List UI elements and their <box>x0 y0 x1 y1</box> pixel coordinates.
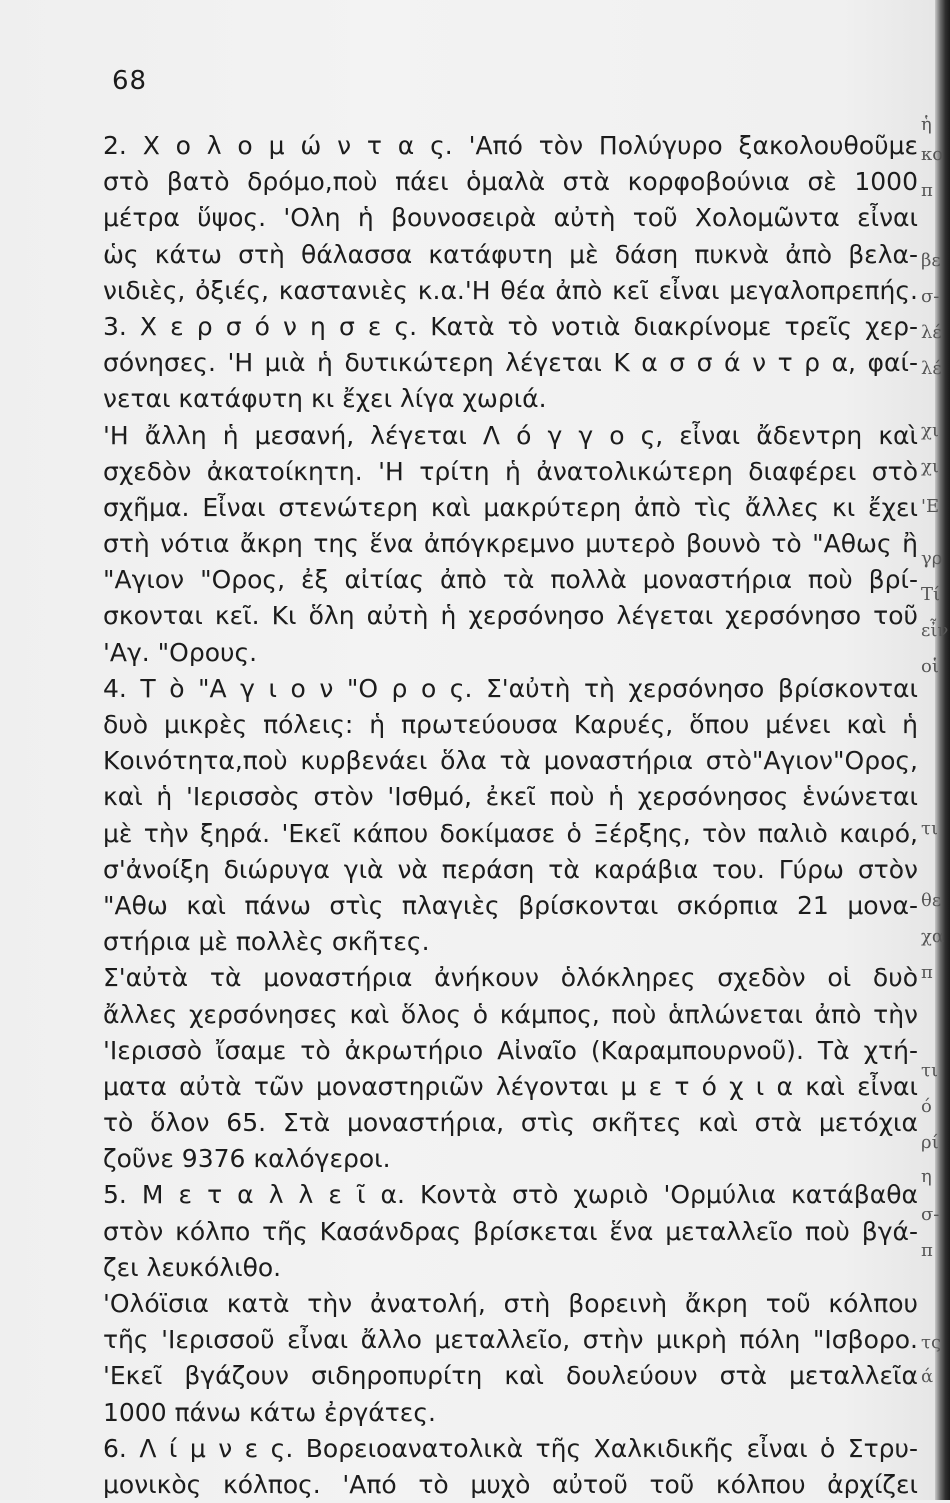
facing-page-fragment: 'Ε <box>921 496 940 517</box>
text-line: στὴ νότια ἄκρη της ἕνα ἀπόγκρεμνο μυτερὸ βουνὸ τὸ "Αθως ἢ <box>103 529 918 559</box>
text-line: μὲ τὴν ξηρά. 'Εκεῖ κάπου δοκίμασε ὁ Ξέρξης, τὸν παλιὸ καιρό, <box>103 818 918 848</box>
facing-page-fragment: θε <box>921 890 942 911</box>
facing-page-fragment: εἶν <box>921 620 949 641</box>
facing-page-fragment: σ- <box>921 286 940 307</box>
text-line: στὸν κόλπο τῆς Κασάνδρας βρίσκεται ἕνα μεταλλεῖο ποὺ βγά- <box>103 1216 918 1246</box>
text-line: σ'ἀνοίξη διώρυγα γιὰ νὰ περάση τὰ καράβια του. Γύρω στὸν <box>103 854 918 884</box>
text-line: Κοινότητα,ποὺ κυρβενάει ὅλα τὰ μοναστήρια στὸ"Αγιον"Ορος, <box>103 746 918 776</box>
text-line: στὸ βατὸ δρόμο,ποὺ πάει ὁμαλὰ στὰ κορφοβούνια σὲ 1000 <box>103 167 918 197</box>
text-line: νιδιὲς, ὀξιές, καστανιὲς κ.α.'Η θέα ἀπὸ κεῖ εἶναι μεγαλοπρεπής. <box>103 275 918 305</box>
facing-page-fragment: λέ <box>921 322 942 343</box>
facing-page-fragment: γρ <box>921 548 943 569</box>
facing-page-fragment: κο <box>921 144 944 165</box>
facing-page-fragment: τι <box>921 818 939 839</box>
text-line: 4. Τ ὸ "Α γ ι ο ν "Ο ρ ο ς. Σ'αὐτὴ τὴ χερσόνησο βρίσκονται <box>103 673 918 703</box>
facing-page-fragment: Τί <box>921 584 941 605</box>
text-line: ζοῦνε 9376 καλόγεροι. <box>103 1144 391 1174</box>
text-line: ὡς κάτω στὴ θάλασσα κατάφυτη μὲ δάση πυκνὰ ἀπὸ βελα- <box>103 239 918 269</box>
text-line: μονικὸς κόλπος. 'Από τὸ μυχὸ αὐτοῦ τοῦ κόλπου ἀρχίζει <box>103 1469 918 1499</box>
facing-page-fragment: τι <box>921 1060 939 1081</box>
facing-page-fragment: σ- <box>921 1204 940 1225</box>
text-line: 3. Χ ε ρ σ ό ν η σ ε ς. Κατὰ τὸ νοτιὰ διακρίνομε τρεῖς χερ- <box>103 311 918 341</box>
facing-page-fragment: χι <box>921 456 939 477</box>
facing-page-fragment: λέ <box>921 358 942 379</box>
facing-page-fragment: βε <box>921 250 941 271</box>
text-line: στήρια μὲ πολλὲς σκῆτες. <box>103 927 430 957</box>
text-line: "Αγιον "Ορος, ἐξ αἰτίας ἀπὸ τὰ πολλὰ μοναστήρια ποὺ βρί- <box>103 565 918 595</box>
text-line: 'Ιερισσὸ ἴσαμε τὸ ἀκρωτήριο Αἰναῖο (Καραμπουρνοῦ). Τὰ χτή- <box>103 1035 918 1065</box>
facing-page-fragment: τς <box>921 1332 942 1353</box>
text-line: σόνησες. 'Η μιὰ ἡ δυτικώτερη λέγεται Κ α σ σ ά ν τ ρ α, φαί- <box>103 348 918 378</box>
book-spine-shadow <box>935 0 950 1500</box>
text-line: σχεδὸν ἀκατοίκητη. 'Η τρίτη ἡ ἀνατολικώτερη διαφέρει στὸ <box>103 456 918 486</box>
facing-page-fragment: ἡ <box>921 114 932 135</box>
text-line: 'Η ἄλλη ἡ μεσανή, λέγεται Λ ό γ γ ο ς, εἶναι ἄδεντρη καὶ <box>103 420 918 450</box>
text-line: 'Εκεῖ βγάζουν σιδηροπυρίτη καὶ δουλεύουν στὰ μεταλλεῖα <box>103 1361 918 1391</box>
facing-page-fragment: ρί <box>921 1132 939 1153</box>
text-line: μέτρα ὕψος. 'Ολη ἡ βουνοσειρὰ αὐτὴ τοῦ Χολομῶντα εἶναι <box>103 203 918 233</box>
body-text <box>103 128 918 1503</box>
text-line: καὶ ἡ 'Ιερισσὸς στὸν 'Ισθμό, ἐκεῖ ποὺ ἡ χερσόνησος ἑνώνεται <box>103 782 918 812</box>
text-line: νεται κατάφυτη κι ἔχει λίγα χωριά. <box>103 384 547 414</box>
text-line: 'Ολόϊσια κατὰ τὴν ἀνατολή, στὴ βορεινὴ ἄκρη τοῦ κόλπου <box>103 1289 918 1318</box>
text-line: 5. Μ ε τ α λ λ ε ῖ α. Κοντὰ στὸ χωριὸ 'Ορμύλια κατάβαθα <box>103 1180 918 1210</box>
facing-page-fragment: π <box>921 180 933 201</box>
facing-page-fragment: ά <box>921 1366 934 1387</box>
text-line: τὸ ὅλον 65. Στὰ μοναστήρια, στὶς σκῆτες καὶ στὰ μετόχια <box>103 1108 918 1138</box>
text-line: δυὸ μικρὲς πόλεις: ἡ πρωτεύουσα Καρυές, ὅπου μένει καὶ ἡ <box>103 710 918 739</box>
text-line: ἄλλες χερσόνησες καὶ ὅλος ὁ κάμπος, ποὺ ἁπλώνεται ἀπὸ τὴν <box>103 999 918 1029</box>
facing-page-fragment: οἱ <box>921 656 939 677</box>
text-line: 6. Λ ί μ ν ε ς. Βορειοανατολικὰ τῆς Χαλκιδικῆς εἶναι ὁ Στρυ- <box>103 1433 918 1463</box>
facing-page-fragment: χι <box>921 420 939 441</box>
page-number: 68 <box>112 66 148 96</box>
text-line: 2. Χ ο λ ο μ ώ ν τ α ς. 'Από τὸν Πολύγυρο ξακολουθοῦμε <box>103 131 918 160</box>
text-line: σκονται κεῖ. Κι ὅλη αὐτὴ ἡ χερσόνησο λέγεται χερσόνησο τοῦ <box>103 601 918 631</box>
facing-page-fragment: η <box>921 1166 932 1187</box>
facing-page-fragment: π <box>921 962 933 983</box>
text-line: ματα αὐτὰ τῶν μοναστηριῶν λέγονται μ ε τ ό χ ι α καὶ εἶναι <box>103 1071 918 1101</box>
facing-page-fragment: χα <box>921 926 945 947</box>
text-line: Σ'αὐτὰ τὰ μοναστήρια ἀνήκουν ὁλόκληρες σχεδὸν οἱ δυὸ <box>103 963 918 993</box>
text-line: "Αθω καὶ πάνω στὶς πλαγιὲς βρίσκονται σκόρπια 21 μονα- <box>103 890 918 920</box>
text-line: σχῆμα. Εἶναι στενώτερη καὶ μακρύτερη ἀπὸ τὶς ἄλλες κι ἔχει <box>103 492 918 522</box>
text-line: 1000 πάνω κάτω ἐργάτες. <box>103 1397 436 1427</box>
text-line: 'Αγ. "Ορους. <box>103 637 258 667</box>
text-line: ζει λευκόλιθο. <box>103 1252 282 1282</box>
facing-page-fragment: π <box>921 1240 933 1261</box>
text-line: τῆς 'Ιερισσοῦ εἶναι ἄλλο μεταλλεῖο, στὴν μικρὴ πόλη "Ισβορο. <box>103 1325 918 1355</box>
facing-page-fragment: ό <box>921 1096 932 1117</box>
